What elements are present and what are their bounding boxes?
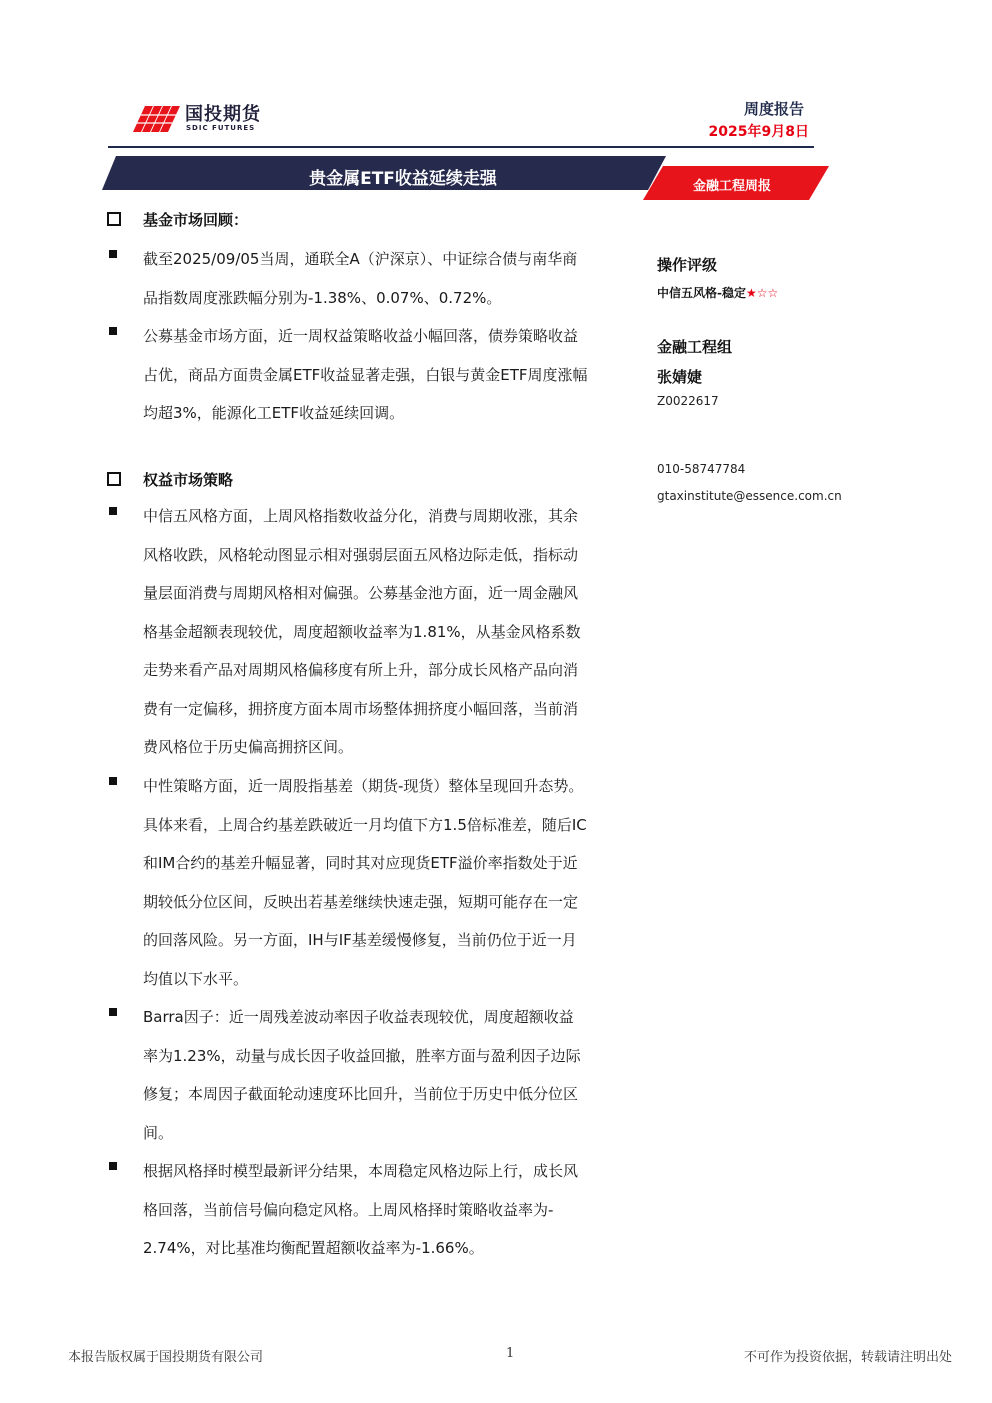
text-line: 截至2025/09/05当周，通联全A（沪深京）、中证综合债与南华商 — [143, 250, 578, 268]
report-type: 周度报告 — [743, 100, 804, 118]
section-heading-equity-strategy — [107, 469, 233, 490]
paragraph — [143, 317, 621, 433]
paragraph — [143, 497, 621, 767]
footer-copyright: 本报告版权属于国投期货有限公司 — [68, 1350, 264, 1365]
section-heading-text: 基金市场回顾： — [143, 211, 249, 229]
text-line: 费有一定偏移，拥挤度方面本周市场整体拥挤度小幅回落，当前消 — [143, 699, 579, 718]
text-line: 间。 — [143, 1123, 174, 1142]
logo-mark-icon — [133, 106, 181, 132]
page-title: 贵金属ETF收益延续走强 — [309, 169, 497, 189]
phone-number: 010-58747784 — [657, 462, 746, 476]
logo-subtext: SDIC FUTURES — [186, 124, 256, 132]
page-number: 1 — [506, 1346, 515, 1361]
text-line: 修复；本周因子截面轮动速度环比回升，当前位于历史中低分位区 — [143, 1085, 579, 1103]
text-line: 均超3%，能源化工ETF收益延续回调。 — [143, 404, 405, 422]
text-line: 和IM合约的基差升幅显著，同时其对应现货ETF溢价率指数处于近 — [143, 854, 578, 872]
checkbox-square-icon — [107, 212, 121, 226]
section-heading-text: 权益市场策略 — [143, 471, 234, 489]
rating-value — [657, 282, 778, 301]
text-line: 公募基金市场方面，近一周权益策略收益小幅回落，债券策略收益 — [143, 327, 579, 345]
team-name: 金融工程组 — [657, 338, 733, 356]
rating-stars-icon: ★☆☆ — [745, 286, 779, 300]
text-line: 根据风格择时模型最新评分结果，本周稳定风格边际上行，成长风 — [143, 1162, 579, 1180]
text-line: 占优，商品方面贵金属ETF收益显著走强，白银与黄金ETF周度涨幅 — [143, 365, 588, 384]
header-rule — [108, 146, 814, 148]
footer-disclaimer: 不可作为投资依据，转载请注明出处 — [743, 1350, 952, 1365]
bullet-square-icon — [109, 1162, 117, 1170]
text-line: 费风格位于历史偏高拥挤区间。 — [143, 738, 354, 756]
text-line: 具体来看，上周合约基差跌破近一月均值下方1.5倍标准差，随后IC — [143, 815, 587, 834]
logo-text: 国投期货 — [185, 104, 261, 125]
analyst-name: 张婧婕 — [657, 368, 703, 386]
paragraph — [143, 240, 621, 317]
bullet-square-icon — [109, 1008, 117, 1016]
bullet-square-icon — [109, 250, 117, 258]
checkbox-square-icon — [107, 472, 121, 486]
bullet-square-icon — [109, 327, 117, 335]
license-number: Z0022617 — [657, 394, 719, 408]
company-logo — [133, 104, 263, 134]
text-line: 中信五风格方面，上周风格指数收益分化，消费与周期收涨，其余 — [143, 507, 579, 525]
paragraph — [143, 767, 621, 998]
text-line: 风格收跌，风格轮动图显示相对强弱层面五风格边际走低，指标动 — [143, 545, 579, 564]
text-line: 均值以下水平。 — [143, 969, 249, 988]
bullet-square-icon — [109, 507, 117, 515]
text-line: 率为1.23%，动量与成长因子收益回撤，胜率方面与盈利因子边际 — [143, 1046, 581, 1065]
text-line: Barra因子：近一周残差波动率因子收益表现较优，周度超额收益 — [143, 1008, 574, 1026]
text-line: 期较低分位区间，反映出若基差继续快速走强，短期可能存在一定 — [143, 892, 579, 911]
email-address: gtaxinstitute@essence.com.cn — [657, 489, 842, 503]
text-line: 走势来看产品对周期风格偏移度有所上升，部分成长风格产品向消 — [143, 661, 579, 679]
text-line: 中性策略方面，近一周股指基差（期货-现货）整体呈现回升态势。 — [143, 777, 584, 795]
text-line: 2.74%，对比基准均衡配置超额收益率为-1.66%。 — [143, 1239, 484, 1257]
rating-text: 中信五风格-稳定 — [657, 286, 746, 300]
section-heading-fund-market — [107, 209, 248, 230]
report-date: 2025年9月8日 — [708, 124, 809, 140]
text-line: 格回落，当前信号偏向稳定风格。上周风格择时策略收益率为- — [143, 1200, 554, 1219]
paragraph — [143, 1152, 621, 1268]
text-line: 量层面消费与周期风格相对偏强。公募基金池方面，近一周金融风 — [143, 584, 579, 602]
bullet-square-icon — [109, 777, 117, 785]
rating-label: 操作评级 — [657, 256, 718, 274]
text-line: 格基金超额表现较优，周度超额收益率为1.81%，从基金风格系数 — [143, 622, 581, 641]
paragraph — [143, 998, 621, 1152]
text-line: 品指数周度涨跌幅分别为-1.38%、0.07%、0.72%。 — [143, 288, 502, 307]
text-line: 的回落风险。另一方面，IH与IF基差缓慢修复，当前仍位于近一月 — [143, 931, 577, 949]
report-tag-label: 金融工程周报 — [693, 179, 772, 194]
